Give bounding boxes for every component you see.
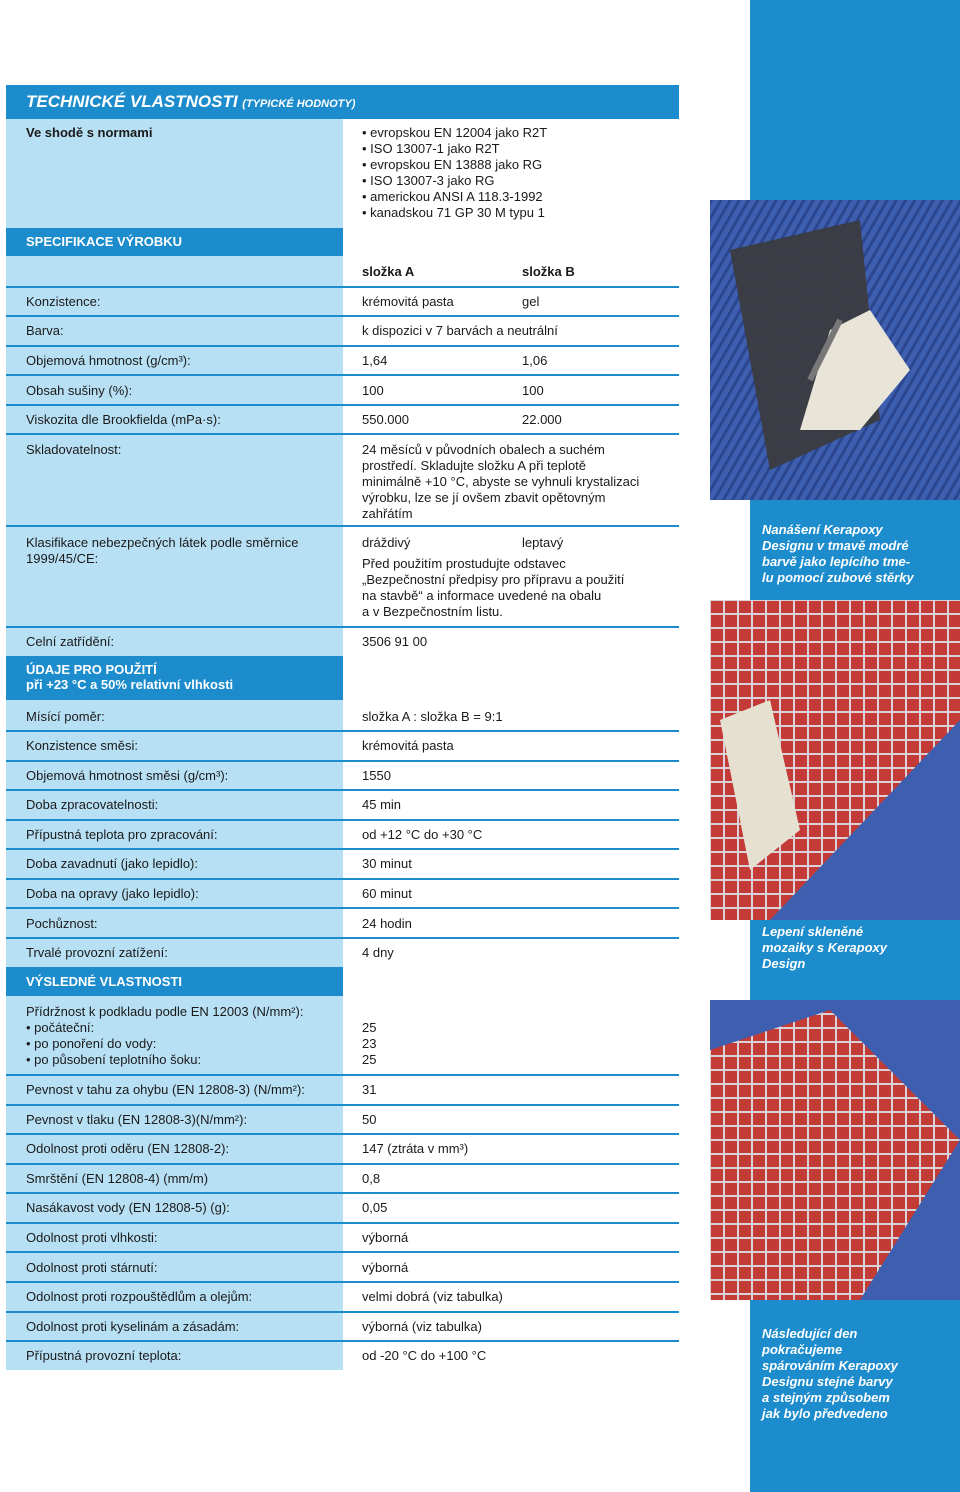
divider bbox=[6, 1222, 679, 1224]
divider bbox=[6, 315, 679, 317]
caption-line: Nanášení Kerapoxy bbox=[762, 522, 883, 537]
row-label: Objemová hmotnost (g/cm³): bbox=[26, 353, 191, 368]
result-heading: VÝSLEDNÉ VLASTNOSTI bbox=[6, 967, 343, 996]
row-value: 1550 bbox=[362, 768, 391, 783]
value-b: 1,06 bbox=[522, 353, 548, 368]
divider bbox=[6, 404, 679, 406]
row-label: Přípustná teplota pro zpracování: bbox=[26, 827, 218, 842]
row-label: Odolnost proti rozpouštědlům a olejům: bbox=[26, 1289, 253, 1304]
divider bbox=[6, 1340, 679, 1342]
row-label: Doba zavadnutí (jako lepidlo): bbox=[26, 856, 198, 871]
row-label: Trvalé provozní zatížení: bbox=[26, 945, 168, 960]
col-a-header: složka A bbox=[362, 264, 415, 279]
value-a: 3506 91 00 bbox=[362, 634, 428, 649]
row-value: výborná bbox=[362, 1230, 409, 1245]
row-value: od -20 °C do +100 °C bbox=[362, 1348, 487, 1363]
norms-list bbox=[362, 125, 547, 221]
row-value: velmi dobrá (viz tabulka) bbox=[362, 1289, 503, 1304]
divider bbox=[6, 1133, 679, 1135]
row-value: 0,05 bbox=[362, 1200, 388, 1215]
caption-line: lu pomocí zubové stěrky bbox=[762, 570, 914, 585]
norm-item: • evropskou EN 12004 jako R2T bbox=[362, 125, 547, 141]
row-label: Celní zatřídění: bbox=[26, 634, 115, 649]
adhesion-value: 25 bbox=[362, 1052, 377, 1067]
caption-line: Lepení skleněné bbox=[762, 924, 864, 939]
row-label: Doba na opravy (jako lepidlo): bbox=[26, 886, 199, 901]
title-text: TECHNICKÉ VLASTNOSTI bbox=[26, 92, 238, 111]
caption-mosaic bbox=[762, 924, 952, 972]
row-label: Odolnost proti kyselinám a zásadám: bbox=[26, 1319, 240, 1334]
row-value: od +12 °C do +30 °C bbox=[362, 827, 483, 842]
row-label: Konzistence: bbox=[26, 294, 101, 309]
storage-line: minimálně +10 °C, abyste se vyhnuli krystalizaci bbox=[362, 474, 640, 489]
row-value: 0,8 bbox=[362, 1171, 381, 1186]
title-subtitle: (TYPICKÉ HODNOTY) bbox=[242, 98, 356, 110]
divider bbox=[6, 1163, 679, 1165]
caption-line: spárováním Kerapoxy bbox=[762, 1358, 898, 1373]
divider bbox=[6, 1281, 679, 1283]
storage-line: 24 měsíců v původních obalech a suchém bbox=[362, 442, 605, 457]
row-value: krémovitá pasta bbox=[362, 738, 454, 753]
trowel-photo bbox=[710, 200, 960, 500]
adhesion-item: • počáteční: bbox=[26, 1020, 201, 1036]
row-label: Přípustná provozní teplota: bbox=[26, 1348, 182, 1363]
row-value: 147 (ztráta v mm³) bbox=[362, 1141, 469, 1156]
row-value: 24 hodin bbox=[362, 916, 412, 931]
divider bbox=[6, 1074, 679, 1076]
row-value: složka A : složka B = 9:1 bbox=[362, 709, 503, 724]
hazard-line: Před použitím prostudujte odstavec bbox=[362, 556, 566, 571]
divider bbox=[6, 286, 679, 288]
divider bbox=[6, 789, 679, 791]
row-label: Objemová hmotnost směsi (g/cm³): bbox=[26, 768, 229, 783]
mosaic-photo bbox=[710, 600, 960, 920]
adhesion-item: • po působení teplotního šoku: bbox=[26, 1052, 201, 1068]
row-label: Pochůznost: bbox=[26, 916, 98, 931]
caption-line: Designu stejné barvy bbox=[762, 1374, 893, 1389]
row-label: Obsah sušiny (%): bbox=[26, 383, 133, 398]
norm-item: • ISO 13007-3 jako RG bbox=[362, 173, 547, 189]
storage-line: zahřátím bbox=[362, 506, 413, 521]
grout-photo bbox=[710, 1000, 960, 1300]
value-b: gel bbox=[522, 294, 540, 309]
divider bbox=[6, 433, 679, 435]
hazard-label-line: 1999/45/CE: bbox=[26, 551, 99, 566]
row-value: 60 minut bbox=[362, 886, 412, 901]
caption-line: jak bylo předvedeno bbox=[762, 1406, 888, 1421]
norms-label: Ve shodě s normami bbox=[26, 125, 153, 140]
hazard-text bbox=[362, 556, 682, 620]
norm-item: • kanadskou 71 GP 30 M typu 1 bbox=[362, 205, 547, 221]
storage-text bbox=[362, 442, 682, 522]
divider bbox=[6, 374, 679, 376]
row-value: 4 dny bbox=[362, 945, 394, 960]
hazard-a: dráždivý bbox=[362, 535, 411, 550]
divider bbox=[6, 878, 679, 880]
caption-line: a stejným způsobem bbox=[762, 1390, 890, 1405]
divider bbox=[6, 937, 679, 939]
hazard-line: a v Bezpečnostním listu. bbox=[362, 604, 503, 619]
storage-label: Skladovatelnost: bbox=[26, 442, 122, 457]
col-b-header: složka B bbox=[522, 264, 575, 279]
caption-line: Následující den bbox=[762, 1326, 858, 1341]
divider bbox=[6, 626, 679, 628]
norm-item: • ISO 13007-1 jako R2T bbox=[362, 141, 547, 157]
row-label: Nasákavost vody (EN 12808-5) (g): bbox=[26, 1200, 230, 1215]
row-label: Doba zpracovatelnosti: bbox=[26, 797, 159, 812]
value-a: krémovitá pasta bbox=[362, 294, 454, 309]
usage-subtitle: při +23 °C a 50% relativní vlhkosti bbox=[26, 677, 234, 692]
row-value: 45 min bbox=[362, 797, 402, 812]
row-value: výborná bbox=[362, 1260, 409, 1275]
hazard-label-line: Klasifikace nebezpečných látek podle směrnice bbox=[26, 535, 299, 550]
spec-heading: SPECIFIKACE VÝROBKU bbox=[6, 228, 343, 256]
value-b: 22.000 bbox=[522, 412, 562, 427]
hazard-line: „Bezpečnostní předpisy pro přípravu a použití bbox=[362, 572, 625, 587]
storage-line: výrobku, lze se jí ovšem zbavit opětovným bbox=[362, 490, 606, 505]
hazard-b: leptavý bbox=[522, 535, 564, 550]
adhesion-values bbox=[362, 1020, 376, 1068]
divider bbox=[6, 819, 679, 821]
value-a: 1,64 bbox=[362, 353, 388, 368]
norm-item: • americkou ANSI A 118.3-1992 bbox=[362, 189, 547, 205]
row-label: Odolnost proti vlhkosti: bbox=[26, 1230, 158, 1245]
row-value: 50 bbox=[362, 1112, 377, 1127]
adhesion-list bbox=[26, 1020, 201, 1068]
row-label: Viskozita dle Brookfielda (mPa·s): bbox=[26, 412, 221, 427]
value-a: k dispozici v 7 barvách a neutrální bbox=[362, 323, 558, 338]
divider bbox=[6, 1311, 679, 1313]
caption-line: mozaiky s Kerapoxy bbox=[762, 940, 888, 955]
row-label: Smrštění (EN 12808-4) (mm/m) bbox=[26, 1171, 209, 1186]
row-value: 30 minut bbox=[362, 856, 412, 871]
caption-line: pokračujeme bbox=[762, 1342, 843, 1357]
row-value: výborná (viz tabulka) bbox=[362, 1319, 482, 1334]
usage-title: ÚDAJE PRO POUŽITÍ bbox=[26, 662, 157, 677]
divider bbox=[6, 848, 679, 850]
storage-line: prostředí. Skladujte složku A při teplotě bbox=[362, 458, 587, 473]
value-a: 100 bbox=[362, 383, 384, 398]
divider bbox=[6, 760, 679, 762]
adhesion-label: Přídržnost k podkladu podle EN 12003 (N/mm²): bbox=[26, 1004, 304, 1019]
page-title bbox=[6, 85, 679, 119]
divider bbox=[6, 1104, 679, 1106]
row-label: Odolnost proti oděru (EN 12808-2): bbox=[26, 1141, 230, 1156]
divider bbox=[6, 907, 679, 909]
divider bbox=[6, 525, 679, 527]
row-label: Mísící poměr: bbox=[26, 709, 105, 724]
hazard-label bbox=[26, 535, 298, 567]
divider bbox=[6, 1192, 679, 1194]
row-label: Konzistence směsi: bbox=[26, 738, 138, 753]
hazard-line: na stavbě“ a informace uvedené na obalu bbox=[362, 588, 602, 603]
caption-line: Design bbox=[762, 956, 806, 971]
value-a: 550.000 bbox=[362, 412, 409, 427]
adhesion-value: 25 bbox=[362, 1020, 377, 1035]
adhesion-item: • po ponoření do vody: bbox=[26, 1036, 201, 1052]
row-label: Odolnost proti stárnutí: bbox=[26, 1260, 158, 1275]
row-label: Pevnost v tlaku (EN 12808-3)(N/mm²): bbox=[26, 1112, 248, 1127]
caption-grout bbox=[762, 1326, 952, 1422]
row-label: Pevnost v tahu za ohybu (EN 12808-3) (N/mm²): bbox=[26, 1082, 305, 1097]
row-label: Barva: bbox=[26, 323, 64, 338]
adhesion-value: 23 bbox=[362, 1036, 377, 1051]
divider bbox=[6, 345, 679, 347]
caption-trowel bbox=[762, 522, 952, 586]
usage-heading bbox=[6, 656, 343, 700]
divider bbox=[6, 1251, 679, 1253]
divider bbox=[6, 730, 679, 732]
norm-item: • evropskou EN 13888 jako RG bbox=[362, 157, 547, 173]
caption-line: Designu v tmavě modré bbox=[762, 538, 909, 553]
row-value: 31 bbox=[362, 1082, 377, 1097]
caption-line: barvě jako lepícího tme- bbox=[762, 554, 911, 569]
value-b: 100 bbox=[522, 383, 544, 398]
